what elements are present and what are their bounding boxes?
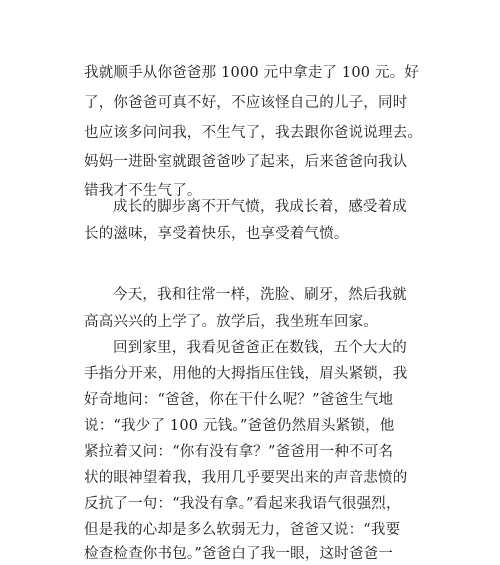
text-line: 错我才不生气了。 xyxy=(84,183,202,199)
text-line: 但是我的心却是多么软弱无力，爸爸又说：“我要 xyxy=(84,522,401,538)
text-line: 紧拉着又问：“你有没有拿？”爸爸用一种不可名 xyxy=(84,444,394,460)
text-line: 说：“我少了 100 元钱。”爸爸仍然眉头紧锁，他 xyxy=(84,418,395,434)
text-line: 了，你爸爸可真不好，不应该怪自己的儿子，同时 xyxy=(84,95,408,111)
text-line: 反抗了一句：“我没有拿。”看起来我语气很强烈， xyxy=(84,496,401,512)
text-line: 也应该多问问我，不生气了，我去跟你爸说说理去。 xyxy=(84,125,423,141)
text-line: 长的滋味，享受着快乐，也享受着气愤。 xyxy=(84,226,349,242)
text-line: 我就顺手从你爸爸那 1000 元中拿走了 100 元。好 xyxy=(84,65,420,81)
text-line: 今天，我和往常一样，洗脸、刷牙，然后我就 xyxy=(113,287,407,303)
text-line: 状的眼神望着我，我用几乎要哭出来的声音悲愤的 xyxy=(84,470,408,486)
text-line: 好奇地问：“爸爸，你在干什么呢？”爸爸生气地 xyxy=(84,392,394,408)
text-line: 手指分开来，用他的大拇指压住钱，眉头紧锁，我 xyxy=(84,366,408,382)
text-line: 妈妈一进卧室就跟爸爸吵了起来，后来爸爸向我认 xyxy=(84,154,408,170)
text-line: 成长的脚步离不开气愤，我成长着，感受着成 xyxy=(113,199,407,215)
text-line: 回到家里，我看见爸爸正在数钱，五个大大的 xyxy=(113,340,407,356)
text-line: 高高兴兴的上学了。放学后，我坐班车回家。 xyxy=(84,314,378,330)
text-line: 检查检查你书包。”爸爸白了我一眼，这时爸爸一 xyxy=(84,546,394,562)
